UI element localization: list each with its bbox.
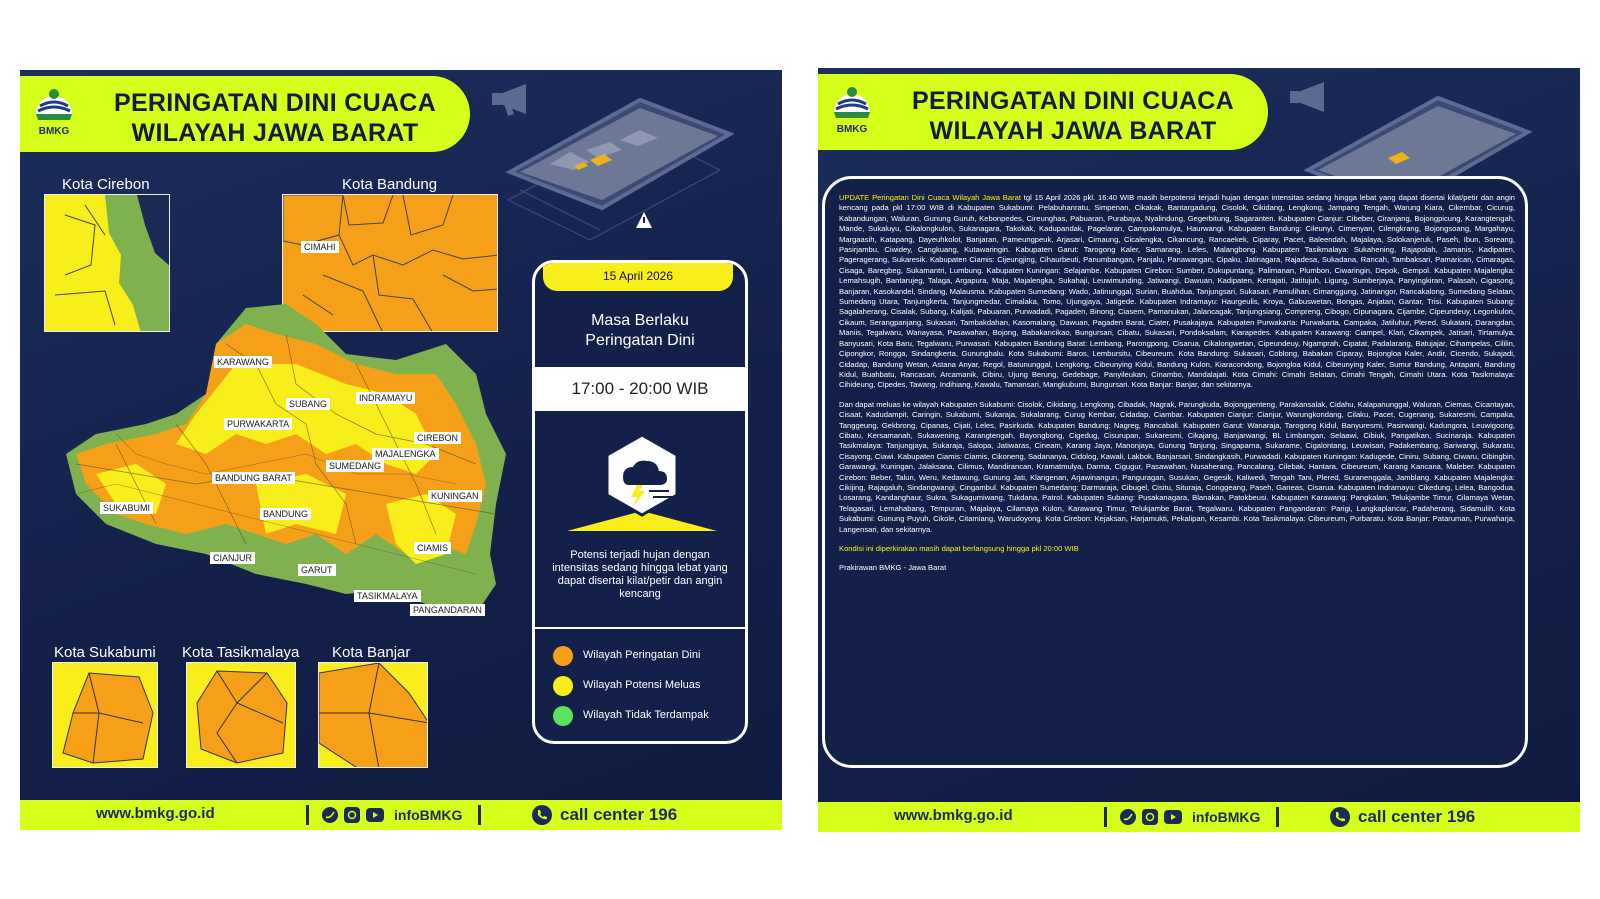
bulletin-duration-note: Kondisi ini diperkirakan masih dapat berlangsung hingga pkl 20:00 WIB	[839, 544, 1079, 553]
map-label-purwakarta: PURWAKARTA	[224, 418, 292, 430]
validity-time-range: 17:00 - 20:00 WIB	[535, 367, 745, 411]
social-icons	[1120, 809, 1182, 825]
footer-divider	[306, 805, 309, 825]
bmkg-emblem-icon	[32, 84, 76, 124]
footer-bar	[20, 800, 782, 830]
youtube-icon	[1164, 810, 1182, 824]
thunderstorm-wind-icon	[557, 431, 727, 541]
twitter-icon	[1120, 809, 1136, 825]
bulletin-intro-text: tgl 15 April 2026 pkl. 16:40 WIB masih berpotensi terjadi hujan dengan intensitas sedang hingga lebat yang dapat disertai kilat/petir dan angin kencang pada pkl 17:00 WIB di	[839, 193, 1515, 213]
footer-bar	[818, 802, 1580, 832]
weather-description: Potensi terjadi hujan dengan intensitas sedang hingga lebat yang dapat disertai kilat/petir dan angin kencang	[552, 549, 728, 600]
map-label-sumedang: SUMEDANG	[326, 460, 384, 472]
youtube-icon	[366, 808, 384, 822]
validity-info-card	[532, 260, 748, 744]
bulletin-body	[839, 193, 1515, 583]
map-label-garut: GARUT	[298, 564, 336, 576]
map-label-cianjur: CIANJUR	[210, 552, 255, 564]
legend-item-unaffected	[553, 705, 743, 727]
instagram-icon	[344, 807, 360, 823]
bmkg-logo	[826, 82, 878, 142]
footer-website-link[interactable]: www.bmkg.go.id	[894, 807, 1013, 824]
inset-map-sukabumi	[52, 662, 158, 768]
header-banner	[20, 76, 470, 152]
social-icons	[322, 807, 384, 823]
logo-text: BMKG	[836, 124, 868, 135]
map-label-indramayu: INDRAMAYU	[356, 392, 415, 404]
map-label-subang: SUBANG	[286, 398, 330, 410]
legend-dot-orange-icon	[553, 646, 573, 666]
legend-label: Wilayah Peringatan Dini	[583, 649, 701, 661]
date-badge: 15 April 2026	[543, 263, 733, 291]
map-label-bandung-barat: BANDUNG BARAT	[212, 472, 295, 484]
bmkg-logo	[28, 84, 80, 144]
banjar-map	[319, 663, 428, 768]
validity-heading-line-1: Masa Berlaku	[591, 312, 689, 329]
sukabumi-map	[53, 663, 158, 768]
twitter-icon	[322, 807, 338, 823]
map-label-tasikmalaya: TASIKMALAYA	[354, 590, 421, 602]
phone-illustration	[490, 80, 770, 250]
right-bulletin-panel	[818, 68, 1580, 832]
footer-website-link[interactable]: www.bmkg.go.id	[96, 805, 215, 822]
bulletin-text-card	[822, 176, 1528, 768]
bulletin-paragraph-2	[839, 400, 1515, 535]
map-label-ciamis: CIAMIS	[414, 542, 451, 554]
bulletin-paragraph-1	[839, 193, 1515, 391]
map-label-kuningan: KUNINGAN	[428, 490, 482, 502]
phone-device-icon	[510, 100, 730, 208]
phone-icon	[532, 805, 552, 825]
header-banner	[818, 74, 1268, 150]
inset-label-bandung: Kota Bandung	[342, 176, 438, 193]
phone-illustration	[1288, 78, 1568, 188]
left-infographic-panel	[20, 70, 782, 830]
legend-dot-green-icon	[553, 706, 573, 726]
inset-label-sukabumi: Kota Sukabumi	[54, 644, 156, 661]
inset-map-banjar	[318, 662, 428, 768]
inset-label-cirebon: Kota Cirebon	[62, 176, 150, 193]
inset-label-banjar: Kota Banjar	[332, 644, 411, 661]
page-title	[90, 88, 460, 148]
inset-map-tasikmalaya	[186, 662, 296, 768]
map-label-majalengka: MAJALENGKA	[372, 448, 439, 460]
footer-social-handle[interactable]: infoBMKG	[1192, 809, 1261, 825]
title-line-2: WILAYAH JAWA BARAT	[131, 119, 419, 147]
legend-item-potential	[553, 675, 743, 697]
phone-device-icon	[1308, 98, 1528, 188]
map-label-cimahi: CIMAHI	[301, 241, 339, 253]
legend-dot-yellow-icon	[553, 676, 573, 696]
inset-label-tasikmalaya: Kota Tasikmalaya	[182, 644, 300, 661]
footer-divider	[1276, 807, 1279, 827]
megaphone-icon	[1290, 82, 1324, 112]
map-label-cirebon: CIREBON	[414, 432, 461, 444]
bulletin-affected-areas: Kabupaten Sukabumi: Pelabuhanratu, Simpenan, Cikakak, Bantargadung, Cisolok, Cikidang, Lengkong, Jampang Tengah, Warung Kiara, Cikembar, Cicurug, Kabandungan, Waluran, Gunung Guruh, Kebonpedes, Cireunghas, Pabuaran, Purabaya, Nyalindung, Gegerbitung, Sagaranten. Kabupaten Cianjur: Cibeber, Ciranjang, Bojongpicung, Karangtengah, Mande, Sukaluyu, Cikalongkulon, Sukanagara, Takokak, Kadupandak, Pagelaran, Campakamulya, Haurwangi. Kabupaten Bandung: Cileunyi, Cimenyan, Cilengkrang, Bojongsoang, Margahayu, Margaasih, Katapang, Dayeuhkolot, Banjaran, Pameungpeuk, Arjasari, Cimaung, Cicalengka, Cikancung, Rancaekek, Ciparay, Pacet, Baleendah, Majalaya, Solokanjeruk, Paseh, Ibun, Soreang, Pasirjambu, Ciwidey, Cangkuang, Kutawaringin. Kabupaten Garut: Tarogong Kaler, Samarang, Leles, Malangbong. Kabupaten Tasikmalaya: Sukahening, Rajapolah, Jamanis, Kadipaten, Pageragerang, Sukaresik. Kabupaten Ciamis: Cijeungjing, Cihaurbeuti, Panumbangan, Panjalu, Panawangan, Cipaku, Jatinagara, Rajadesa, Sukadana, Rancah, Tambaksari, Pamarican, Cimaragas, Cisaga, Baregbeg, Sukamantri, Lumbung. Kabupaten Kuningan: Selajambe. Kabupaten Cirebon: Sumber, Dukupuntang, Palimanan, Plumbon, Ciwaringin, Depok, Gempol. Kabupaten Majalengka: Lemahsugih, Bantarujeg, Talaga, Argapura, Maja, Majalengka, Sukahaji, Leuwimunding, Jatiwangi, Dawuan, Kadipaten, Kertajati, Jatitujuh, Ligung, Sumberjaya, Panyingkiran, Palasah, Cigasong, Banjaran, Kasokandel, Sindang, Malausma. Kabupaten Sumedang: Wado, Jatinunggal, Surian, Buahdua, Tanjungsari, Sukasari, Pamulihan, Cimanggung, Jatinangor, Rancakalong, Sumedang Selatan, Sumedang Utara, Tanjungkerta, Tanjungmedar, Cimalaka, Tomo, Ujungjaya, Jatigede. Kabupaten Indramayu: Haurgeulis, Kroya, Gabuswetan, Bongas, Anjatan, Gantar, Trisi. Kabupaten Subang: Sagalaherang, Cisalak, Subang, Kalijati, Pabuaran, Purwadadi, Pagaden, Binong, Ciasem, Pamanukan, Jalancagak, Tanjungsiang, Compreng, Cibogo, Cipunagara, Cijambe, Cipeundeuy, Legonkulon, Cikaum, Serangpanjang, Sukasari, Tambakdahan, Kasomalang, Dawuan, Pagaden Barat, Ciater, Pusakajaya. Kabupaten Purwakarta: Purwakarta, Campaka, Jatiluhur, Plered, Sukatani, Darangdan, Maniis, Tegalwaru, Wanayasa, Pasawahan, Bojong, Babakancikao, Bungursari, Cibatu, Sukasari, Pondoksalam, Kiarapedes. Kabupaten Karawang: Ciampel, Klari, Cikampek, Jatisari, Tirtamulya, Banyusari, Kota Baru, Tegalwaru, Purwasari. Kabupaten Bandung Barat: Lembang, Parongpong, Cisarua, Cikalongwetan, Cipeundeuy, Ngamprah, Cipatat, Padalarang, Batujajar, Cihampelas, Cililin, Cipongkor, Rongga, Sindangkerta, Gununghalu. Kota Sukabumi: Baros, Lembursitu, Cibeureum. Kota Bandung: Sukasari, Coblong, Babakan Ciparay, Bojongloa Kaler, Andir, Cicendo, Sukajadi, Cidadap, Bandung Wetan, Astana Anyar, Regol, Batununggal, Lengkong, Cibeunying Kidul, Bandung Kulon, Kiaracondong, Bojongloa Kidul, Cibeunying Kaler, Sumur Bandung, Antapani, Bandung Kidul, Buahbatu, Rancasari, Arcamanik, Cibiru, Ujung Berung, Gedebage, Panyileukan, Cinambo, Mandalajati. Kota Cimahi: Cimahi Selatan, Cimahi Tengah, Cimahi Utara. Kota Tasikmalaya: Cihideung, Cipedes, Tawang, Indihiang, Kawalu, Tamansari, Mangkubumi, Bungursari. Kota Banjar: Banjar, dan sekitarnya.	[839, 203, 1515, 390]
footer-call-center[interactable]: call center 196	[560, 805, 678, 824]
instagram-icon	[1142, 809, 1158, 825]
legend-divider	[535, 627, 745, 629]
map-label-karawang: KARAWANG	[214, 356, 272, 368]
map-label-bandung: BANDUNG	[260, 508, 311, 520]
legend-item-warning	[553, 645, 743, 667]
legend-label: Wilayah Tidak Terdampak	[583, 709, 709, 721]
map-label-pangandaran: PANGANDARAN	[410, 604, 485, 616]
legend-label: Wilayah Potensi Meluas	[583, 679, 701, 691]
footer-call-center[interactable]: call center 196	[1358, 807, 1476, 826]
validity-heading	[535, 311, 745, 351]
tasikmalaya-map	[187, 663, 296, 768]
footer-divider	[1104, 807, 1107, 827]
footer-social-handle[interactable]: infoBMKG	[394, 807, 463, 823]
phone-icon	[1330, 807, 1350, 827]
logo-text: BMKG	[38, 126, 70, 137]
validity-heading-line-2: Peringatan Dini	[585, 332, 695, 349]
footer-divider	[478, 805, 481, 825]
title-line-1: PERINGATAN DINI CUACA	[911, 87, 1235, 115]
bulletin-update-heading: UPDATE Peringatan Dini Cuaca Wilayah Jawa Barat	[839, 193, 1021, 202]
bulletin-forecaster-signature: Prakirawan BMKG - Jawa Barat	[839, 563, 947, 573]
title-line-1: PERINGATAN DINI CUACA	[113, 89, 437, 117]
bulletin-expand-intro: Dan dapat meluas ke wilayah	[839, 399, 941, 409]
megaphone-icon	[492, 84, 526, 116]
title-line-2: WILAYAH JAWA BARAT	[929, 117, 1217, 145]
bulletin-expansion-areas: Kabupaten Sukabumi: Cisolok, Cikidang, Lengkong, Cibadak, Nagrak, Parungkuda, Bojonggenteng, Parakansalak, Cidahu, Kalapanunggal, Waluran, Ciemas, Cicantayan, Cisaat, Kadudampit, Caringin, Sukabumi, Sukaraja, Sukalarang, Curug Kembar, Cidadap, Ciambar. Kabupaten Cianjur: Cianjur, Warungkondang, Cilaku, Pacet, Cugenang, Sukaresmi, Campaka, Tanggeung, Gekbrong, Cipanas, Cijati, Leles, Pasirkuda. Kabupaten Bandung: Nagreg, Rancabali. Kabupaten Garut: Wanaraja, Tarogong Kidul, Banyuresmi, Pasirwangi, Kadungora, Leuwigoong, Cibatu, Kersamanah, Sukawening, Karangtengah, Bayongbong, Cigedug, Cisurupan, Sukaresmi, Cikajang, Banjarwangi, BL Limbangan, Selaawi, Cibiuk, Pangatikan, Sucinaraja. Kabupaten Tasikmalaya: Tanjungjaya, Sukaraja, Salopa, Jatiwaras, Cineam, Karang Jaya, Manonjaya, Gunung Tanjung, Singaparna, Sukarame, Cigalontang, Leuwisari, Padakembang, Sariwangi, Sukaratu, Cisayong, Ciawi. Kabupaten Ciamis: Ciamis, Cikoneng, Sadananya, Cidolog, Kawali, Lakbok, Banjarsari, Sindangkasih, Purwadadi. Kabupaten Kuningan: Kadugede, Ciniru, Subang, Ciwaru, Cibingbin, Garawangi, Kuningan, Jalaksana, Cilimus, Mandirancan, Kramatmulya, Darma, Cigugur, Pasawahan, Nusaherang, Pancalang, Cilebak, Hantara, Cibeureum, Karang Kancana, Maleber. Kabupaten Cirebon: Beber, Talun, Weru, Kedawung, Gunung Jati, Klangenan, Arjawinangun, Panguragan, Susukan, Gegesik, Kaliwedi, Tengah Tani, Plered, Suranenggala, Jamblang. Kabupaten Majalengka: Cikijing, Rajagaluh, Sindangwangi, Cingambul. Kabupaten Sumedang: Darmaraja, Cibugel, Cisitu, Situraja, Conggeang, Paseh, Ganeas, Cisarua. Kabupaten Indramayu: Cikedung, Lelea, Bangodua, Losarang, Kandanghaur, Sukra, Sukagumiwang, Tukdana, Patrol. Kabupaten Subang: Pusakanagara, Blanakan, Patokbeusi. Kabupaten Karawang: Pangkalan, Telukjambe Timur, Cilamaya Wetan, Telagasari, Lemahabang, Tempuran, Majalaya, Cilamaya Kulon, Karawang Timur, Telukjambe Barat, Tegalwaru. Kabupaten Pangandaran: Parigi, Langkaplancar, Padaherang, Sidamulih. Kota Sukabumi: Gunung Puyuh, Cikole, Citamiang, Warudoyong. Kota Cirebon: Kejaksan, Harjamukti, Pekalipan, Kesambi. Kota Tasikmalaya: Cibeureum, Purbaratu. Kota Banjar: Pataruman, Purwaharja, Langensari, dan sekitarnya.	[839, 399, 1516, 534]
page-title	[888, 86, 1258, 146]
bmkg-emblem-icon	[830, 82, 874, 122]
map-label-sukabumi: SUKABUMI	[100, 502, 153, 514]
